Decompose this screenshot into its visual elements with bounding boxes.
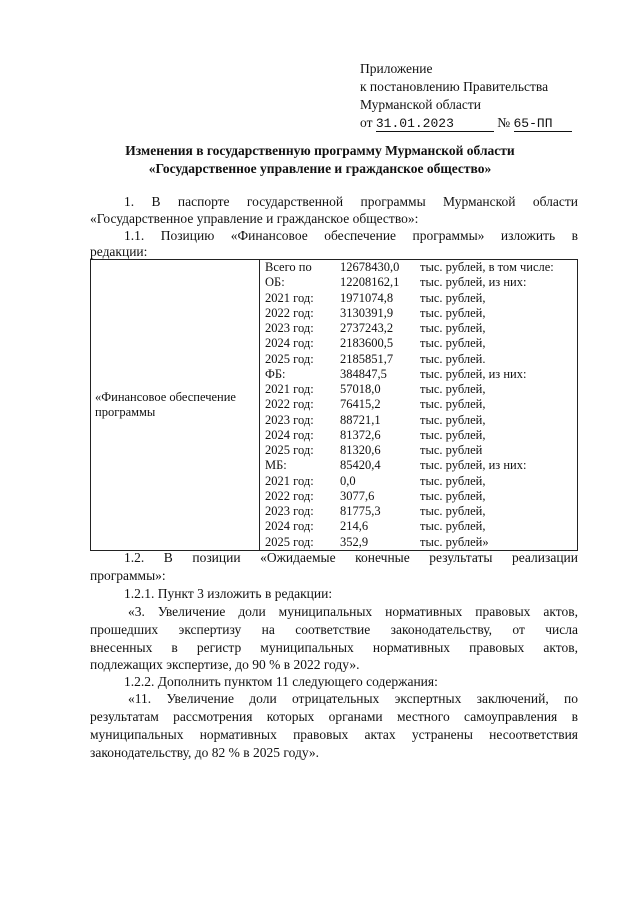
finance-amount: 2185851,7 bbox=[340, 351, 394, 366]
finance-row bbox=[260, 291, 577, 306]
finance-period: 2022 год: bbox=[265, 488, 314, 503]
finance-row bbox=[260, 397, 577, 412]
finance-amount: 76415,2 bbox=[340, 397, 381, 412]
quote-3-line-4: подлежащих экспертизе, до 90 % в 2022 году». bbox=[90, 657, 360, 672]
finance-values bbox=[260, 260, 578, 551]
finance-amount: 3077,6 bbox=[340, 488, 375, 503]
document-title bbox=[0, 142, 640, 178]
finance-period: ОБ: bbox=[265, 275, 285, 290]
finance-unit: тыс. рублей, bbox=[420, 321, 486, 335]
finance-period: ФБ: bbox=[265, 366, 286, 381]
finance-row bbox=[260, 352, 577, 367]
finance-unit: тыс. рублей, bbox=[420, 519, 486, 534]
finance-period: 2024 год: bbox=[265, 519, 314, 534]
resolution-date: 31.01.2023 bbox=[376, 117, 494, 132]
quote-11-line-3: муниципальных нормативных правовых актах устранены несоответствия bbox=[90, 727, 578, 742]
finance-row bbox=[260, 382, 577, 397]
appendix-title: Приложение bbox=[360, 61, 433, 76]
finance-row bbox=[260, 413, 577, 428]
appendix-header bbox=[360, 60, 572, 132]
finance-amount: 12208162,1 bbox=[340, 275, 400, 290]
para-1-2-line-1: 1.2. В позиции «Ожидаемые конечные результаты реализации bbox=[124, 550, 578, 565]
finance-amount: 88721,1 bbox=[340, 412, 381, 427]
quote-3-line-1: «3. Увеличение доли муниципальных нормативных правовых актов, bbox=[128, 604, 578, 619]
finance-unit: тыс. рублей, bbox=[420, 305, 486, 320]
finance-unit: тыс. рублей, из них: bbox=[420, 366, 527, 381]
finance-period: 2022 год: bbox=[265, 397, 314, 412]
finance-row bbox=[260, 504, 577, 519]
finance-period: 2022 год: bbox=[265, 305, 314, 320]
finance-unit: тыс. рублей, bbox=[420, 412, 486, 427]
finance-unit: тыс. рублей» bbox=[420, 534, 489, 549]
date-prefix: от bbox=[360, 115, 373, 130]
finance-amount: 57018,0 bbox=[340, 382, 381, 396]
finance-period: 2025 год: bbox=[265, 443, 314, 457]
title-line-1: Изменения в государственную программу Мурманской области bbox=[125, 143, 515, 158]
para-1-2-1: 1.2.1. Пункт 3 изложить в редакции: bbox=[124, 586, 333, 601]
resolution-number: 65-ПП bbox=[514, 117, 572, 132]
finance-period: 2021 год: bbox=[265, 382, 314, 396]
finance-label: «Финансовое обеспечение программы bbox=[91, 260, 260, 551]
finance-unit: тыс. рублей, из них: bbox=[420, 275, 527, 290]
para-1-1-line-1: 1.1. Позицию «Финансовое обеспечение программы» изложить в bbox=[124, 228, 578, 243]
finance-period: 2025 год: bbox=[265, 534, 314, 549]
finance-amount: 81775,3 bbox=[340, 504, 381, 518]
finance-row bbox=[260, 306, 577, 321]
para-1-line-1: 1. В паспорте государственной программы Мурманской области bbox=[124, 194, 578, 209]
finance-amount: 81372,6 bbox=[340, 427, 381, 442]
appendix-region: Мурманской области bbox=[360, 97, 481, 112]
finance-unit: тыс. рублей. bbox=[420, 351, 486, 366]
finance-row bbox=[260, 336, 577, 351]
finance-period: МБ: bbox=[265, 458, 287, 473]
finance-amount: 352,9 bbox=[340, 534, 369, 549]
finance-amount: 12678430,0 bbox=[340, 260, 400, 274]
finance-period: 2024 год: bbox=[265, 427, 314, 442]
para-1-2-line-2: программы»: bbox=[90, 568, 166, 583]
finance-period: 2021 год: bbox=[265, 473, 314, 488]
number-prefix: № bbox=[497, 115, 511, 130]
finance-unit: тыс. рублей, bbox=[420, 473, 486, 488]
quote-3-line-3: внесенных в регистр муниципальных нормативных правовых актов, bbox=[90, 640, 578, 655]
finance-period: 2021 год: bbox=[265, 290, 314, 305]
quote-11-line-2: результатам рассмотрения которых органами местного самоуправления в bbox=[90, 709, 578, 724]
finance-amount: 2737243,2 bbox=[340, 321, 394, 335]
finance-amount: 85420,4 bbox=[340, 458, 381, 473]
quote-11-line-4: законодательству, до 82 % в 2025 году». bbox=[90, 745, 320, 760]
finance-amount: 214,6 bbox=[340, 519, 369, 534]
finance-unit: тыс. рублей bbox=[420, 443, 483, 457]
para-1-2-2: 1.2.2. Дополнить пунктом 11 следующего содержания: bbox=[124, 674, 438, 689]
quote-11-line-1: «11. Увеличение доли отрицательных экспертных заключений, по bbox=[128, 691, 578, 706]
finance-unit: тыс. рублей, bbox=[420, 336, 486, 351]
finance-amount: 0,0 bbox=[340, 473, 356, 488]
appendix-date-line bbox=[360, 114, 572, 132]
para-1-line-2: «Государственное управление и гражданское общество»: bbox=[90, 211, 419, 226]
finance-row bbox=[260, 474, 577, 489]
para-1-1-line-2: редакции: bbox=[90, 244, 148, 259]
finance-period: 2025 год: bbox=[265, 351, 314, 366]
finance-period: 2024 год: bbox=[265, 336, 314, 351]
finance-unit: тыс. рублей, bbox=[420, 382, 486, 396]
appendix-resolution: к постановлению Правительства bbox=[360, 79, 549, 94]
finance-unit: тыс. рублей, bbox=[420, 504, 486, 518]
finance-row bbox=[260, 321, 577, 336]
finance-period: 2023 год: bbox=[265, 321, 314, 335]
finance-row bbox=[260, 535, 577, 550]
quote-3-line-2: прошедших экспертизу на соответствие законодательству, от числа bbox=[90, 622, 578, 637]
finance-row bbox=[260, 260, 577, 275]
finance-row bbox=[260, 367, 577, 382]
finance-unit: тыс. рублей, bbox=[420, 397, 486, 412]
finance-period: 2023 год: bbox=[265, 504, 314, 518]
finance-row bbox=[260, 489, 577, 504]
finance-row bbox=[260, 428, 577, 443]
finance-amount: 81320,6 bbox=[340, 443, 381, 457]
finance-unit: тыс. рублей, в том числе: bbox=[420, 260, 554, 274]
title-line-2: «Государственное управление и гражданское общество» bbox=[148, 161, 492, 176]
finance-unit: тыс. рублей, bbox=[420, 488, 486, 503]
finance-period: 2023 год: bbox=[265, 412, 314, 427]
finance-row bbox=[260, 443, 577, 458]
finance-amount: 384847,5 bbox=[340, 366, 387, 381]
finance-row bbox=[260, 519, 577, 534]
finance-row bbox=[260, 458, 577, 473]
finance-unit: тыс. рублей, bbox=[420, 427, 486, 442]
finance-period: Всего по bbox=[265, 260, 312, 274]
finance-table bbox=[90, 259, 578, 551]
finance-amount: 1971074,8 bbox=[340, 290, 394, 305]
finance-amount: 2183600,5 bbox=[340, 336, 394, 351]
finance-unit: тыс. рублей, bbox=[420, 290, 486, 305]
finance-unit: тыс. рублей, из них: bbox=[420, 458, 527, 473]
finance-row bbox=[260, 275, 577, 290]
finance-amount: 3130391,9 bbox=[340, 305, 394, 320]
